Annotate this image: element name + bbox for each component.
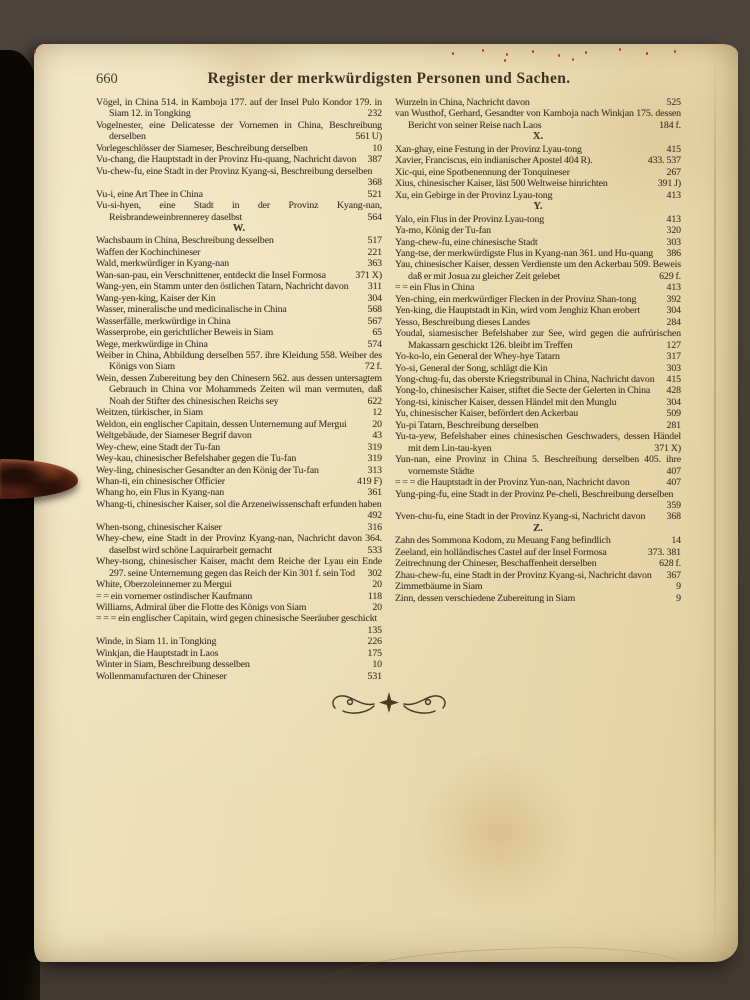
entry-text: Xic-qui, eine Spotbenennung der Tonquineser bbox=[395, 166, 570, 178]
index-entry bbox=[96, 522, 382, 533]
entry-page-ref: 371 X) bbox=[355, 269, 382, 281]
entry-page-ref: 302 bbox=[367, 567, 382, 579]
entry-page-ref: 517 bbox=[367, 235, 382, 247]
entry-text: Vogelnester, eine Delicatesse der Vornemen in China, Beschreibung derselben bbox=[96, 119, 382, 143]
entry-page-ref: 10 bbox=[372, 659, 382, 671]
entry-page-ref: 564 bbox=[367, 211, 382, 223]
index-entry bbox=[96, 189, 382, 200]
entry-text: Whan-ti, ein chinesischer Officier bbox=[96, 476, 225, 487]
entry-page-ref: 303 bbox=[666, 362, 681, 374]
entry-text: When-tsong, chinesischer Kaiser bbox=[96, 521, 222, 533]
entry-text: Wan-san-pau, ein Verschnittener, entdeckt die Insel Formosa bbox=[96, 269, 326, 281]
entry-page-ref: 567 bbox=[367, 315, 382, 327]
entry-text: Whang ho, ein Flus in Kyang-nan bbox=[96, 487, 225, 499]
entry-text: Wein, dessen Zubereitung bey den Chinesern 562. aus dessen untersagtem Gebrauch in China vor Mohammeds Zeiten wil man vermuten, daß Noah der Stifter des chinesischen Reichs sey bbox=[96, 372, 382, 407]
index-entry bbox=[96, 556, 382, 579]
index-entry bbox=[96, 97, 382, 120]
index-entry bbox=[395, 385, 681, 396]
entry-page-ref: 386 bbox=[666, 247, 681, 259]
entry-text: Yau, chinesischer Kaiser, dessen Verdienste um den Ackerbau 509. Beweis daß er mit Josua zu gleicher Zeit gelebet bbox=[395, 259, 681, 282]
entry-page-ref: 391 J) bbox=[657, 178, 681, 190]
index-entry bbox=[395, 374, 681, 385]
index-entry bbox=[395, 558, 681, 569]
index-entry bbox=[96, 304, 382, 315]
entry-page-ref: 629 f. bbox=[659, 270, 681, 282]
entry-text: Xan-ghay, eine Festung in der Provinz Lyau-tong bbox=[395, 143, 582, 155]
entry-page-ref: 9 bbox=[676, 581, 681, 593]
entry-page-ref: 221 bbox=[367, 246, 382, 258]
index-entry bbox=[96, 293, 382, 304]
index-entry bbox=[96, 476, 382, 487]
entry-text: Xavier, Franciscus, ein indianischer Apostel 404 R). bbox=[395, 155, 593, 167]
index-entry bbox=[395, 144, 681, 155]
entry-page-ref: 65 bbox=[372, 327, 382, 339]
entry-page-ref: 574 bbox=[367, 338, 382, 350]
entry-page-ref: 304 bbox=[367, 292, 382, 304]
entry-text: Yen-ching, ein merkwürdiger Flecken in der Provinz Shan-tong bbox=[395, 293, 637, 305]
section-heading: Y. bbox=[533, 201, 543, 213]
entry-page-ref: 20 bbox=[372, 579, 382, 591]
entry-text: Whey-tsong, chinesischer Kaiser, macht dem Reiche der Lyau ein Ende 297. seine Unternemung gegen das Reich der Kin 301 f. sein Tod bbox=[96, 556, 382, 579]
entry-text: Zahn des Sommona Kodom, zu Meuang Fang befindlich bbox=[395, 535, 611, 547]
entry-text: Weitzen, türkischer, in Siam bbox=[96, 407, 203, 419]
entry-text: Ya-mo, König der Tu-fan bbox=[395, 225, 491, 237]
index-entry bbox=[395, 294, 681, 305]
index-entry bbox=[395, 593, 681, 604]
entry-text: Vögel, in China 514. in Kamboja 177. auf der Insel Pulo Kondor 179. in Siam 12. in Tongking bbox=[96, 97, 382, 120]
index-entry bbox=[96, 533, 382, 556]
index-entry bbox=[96, 316, 382, 327]
entry-page-ref: 368 bbox=[367, 177, 382, 189]
index-entry bbox=[395, 317, 681, 328]
entry-page-ref: 20 bbox=[372, 418, 382, 430]
entry-text: Waffen der Kochinchineser bbox=[96, 246, 201, 258]
entry-text: Yalo, ein Flus in der Provinz Lyau-tong bbox=[395, 213, 545, 225]
entry-page-ref: 232 bbox=[367, 108, 382, 120]
index-entry bbox=[395, 397, 681, 408]
entry-page-ref: 413 bbox=[666, 213, 681, 225]
entry-page-ref: 392 bbox=[666, 293, 681, 305]
index-entry bbox=[395, 431, 681, 454]
entry-page-ref: 561 U) bbox=[355, 131, 382, 143]
entry-page-ref: 175 bbox=[367, 647, 382, 659]
entry-text: Yo-si, General der Song, schlägt die Kin bbox=[395, 362, 548, 374]
entry-page-ref: 319 bbox=[367, 453, 382, 465]
entry-page-ref: 361 bbox=[367, 487, 382, 499]
entry-text: Wey-kau, chinesischer Befelshaber gegen die Tu-fan bbox=[96, 453, 297, 465]
column-left bbox=[96, 97, 382, 682]
entry-text: Wang-yen-king, Kaiser der Kin bbox=[96, 292, 216, 304]
index-entry bbox=[395, 108, 681, 131]
index-entry bbox=[395, 408, 681, 419]
entry-page-ref: 311 bbox=[367, 281, 382, 293]
entry-page-ref: 135 bbox=[367, 624, 382, 636]
entry-page-ref: 533 bbox=[367, 544, 382, 556]
index-entry bbox=[96, 659, 382, 670]
index-entry bbox=[96, 327, 382, 338]
entry-text: Yen-king, die Hauptstadt in Kin, wird vom Jenghiz Khan erobert bbox=[395, 305, 640, 317]
index-entry bbox=[395, 305, 681, 316]
entry-page-ref: 525 bbox=[666, 97, 681, 108]
index-entry bbox=[96, 373, 382, 407]
entry-text: van Wusthof, Gerhard, Gesandter von Kamboja nach Winkjan 175. dessen Bericht von seiner Reise nach Laos bbox=[395, 108, 681, 131]
entry-page-ref: 622 bbox=[367, 395, 382, 407]
index-entry bbox=[96, 247, 382, 258]
index-entry bbox=[96, 430, 382, 441]
entry-page-ref: 428 bbox=[666, 385, 681, 397]
entry-page-ref: 281 bbox=[666, 419, 681, 431]
entry-page-ref: 419 F) bbox=[357, 476, 382, 487]
entry-page-ref: 72 f. bbox=[364, 361, 382, 373]
entry-page-ref: 367 bbox=[666, 569, 681, 581]
entry-page-ref: 317 bbox=[666, 351, 681, 363]
entry-text: Yu-ta-yew, Befelshaber eines chinesischen Geschwaders, dessen Händel mit dem Lin-tau-kyen bbox=[395, 431, 681, 454]
index-entry bbox=[395, 214, 681, 225]
entry-page-ref: 492 bbox=[367, 510, 382, 522]
index-entry bbox=[395, 328, 681, 351]
entry-page-ref: 303 bbox=[666, 236, 681, 248]
section-heading: W. bbox=[232, 222, 246, 234]
index-entry bbox=[96, 636, 382, 647]
entry-page-ref: 226 bbox=[367, 636, 382, 648]
entry-text: Vu-chew-fu, eine Stadt in der Provinz Kyang-si, Beschreibung derselben bbox=[96, 165, 373, 177]
entry-text: Wey-chew, eine Stadt der Tu-fan bbox=[96, 441, 221, 453]
printer-ornament bbox=[96, 689, 682, 724]
entry-page-ref: 413 bbox=[666, 189, 681, 201]
entry-page-ref: 9 bbox=[676, 592, 681, 604]
entry-text: Wurzeln in China, Nachricht davon bbox=[395, 97, 530, 108]
entry-text: Yang-chew-fu, eine chinesische Stadt bbox=[395, 236, 538, 248]
entry-text: Wege, merkwürdige in China bbox=[96, 338, 208, 350]
entry-text: Wachsbaum in China, Beschreibung desselben bbox=[96, 235, 274, 247]
entry-text: Weldon, ein englischer Capitain, dessen Unternemung auf Mergui bbox=[96, 418, 347, 430]
entry-text: Yven-chu-fu, eine Stadt in der Provinz Kyang-si, Nachricht davon bbox=[395, 511, 646, 523]
entry-text: Yo-ko-lo, ein General der Whey-hye Tatarn bbox=[395, 351, 560, 363]
entry-page-ref: 320 bbox=[666, 225, 681, 237]
entry-page-ref: 10 bbox=[372, 142, 382, 154]
page-number: 660 bbox=[96, 71, 118, 87]
entry-text: Xu, ein Gebirge in der Provinz Lyau-tong bbox=[395, 189, 553, 201]
book-page bbox=[34, 44, 738, 962]
flourish-icon bbox=[323, 689, 455, 719]
index-entry bbox=[96, 465, 382, 476]
entry-page-ref: 415 bbox=[666, 373, 681, 385]
entry-page-ref: 568 bbox=[367, 304, 382, 316]
entry-text: Yong-chug-fu, das oberste Kriegstribunal in China, Nachricht davon bbox=[395, 373, 655, 385]
entry-page-ref: 371 X) bbox=[654, 442, 681, 454]
entry-page-ref: 304 bbox=[666, 396, 681, 408]
entry-page-ref: 509 bbox=[666, 408, 681, 420]
index-entry bbox=[96, 350, 382, 373]
entry-text: Yong-lo, chinesischer Kaiser, stiftet die Secte der Gelerten in China bbox=[395, 385, 651, 397]
entry-text: Zhau-chew-fu, eine Stadt in der Provinz Kyang-si, Nachricht davon bbox=[395, 569, 652, 581]
entry-text: Youdal, siamesischer Befelshaber zur See, wird gegen die aufrürischen Makassarn geschickt 126. bleibt im Treffen bbox=[395, 328, 681, 351]
entry-page-ref: 14 bbox=[671, 535, 681, 547]
entry-text: Winkjan, die Hauptstadt in Laos bbox=[96, 647, 219, 659]
index-entry bbox=[96, 143, 382, 154]
entry-text: Wollenmanufacturen der Chineser bbox=[96, 670, 227, 682]
entry-page-ref: 628 f. bbox=[659, 558, 681, 570]
index-entry bbox=[395, 420, 681, 431]
section-heading: X. bbox=[532, 131, 544, 143]
index-entry bbox=[96, 200, 382, 223]
index-entry bbox=[395, 351, 681, 362]
index-entry bbox=[395, 248, 681, 259]
index-entry bbox=[96, 235, 382, 246]
index-entry bbox=[96, 281, 382, 292]
entry-page-ref: 184 f. bbox=[659, 119, 681, 131]
index-entry bbox=[395, 237, 681, 248]
entry-text: Yun-nan, eine Provinz in China 5. Beschreibung derselben 405. ihre vornemste Städte bbox=[395, 454, 681, 477]
entry-text: Wey-ling, chinesischer Gesandter an den König der Tu-fan bbox=[96, 464, 319, 476]
index-entry bbox=[395, 97, 681, 108]
entry-page-ref: 43 bbox=[372, 430, 382, 442]
entry-text: Weiber in China, Abbildung derselben 557. ihre Kleidung 558. Weiber des Königs von Siam bbox=[96, 350, 382, 373]
entry-text: Yang-tse, der merkwürdigste Flus in Kyang-nan 361. und Hu-quang bbox=[395, 247, 654, 259]
entry-page-ref: 531 bbox=[367, 670, 382, 682]
entry-text: Whang-ti, chinesischer Kaiser, sol die Arzeneiwissenschaft erfunden haben bbox=[96, 498, 382, 510]
index-entry bbox=[96, 407, 382, 418]
index-entry bbox=[96, 270, 382, 281]
entry-text: Vorlegeschlösser der Siameser, Beschreibung derselben bbox=[96, 142, 308, 154]
index-entry bbox=[96, 499, 382, 522]
index-entry bbox=[96, 602, 382, 613]
entry-text: Yesso, Beschreibung dieses Landes bbox=[395, 316, 530, 328]
entry-page-ref: 304 bbox=[666, 305, 681, 317]
entry-page-ref: 267 bbox=[666, 166, 681, 178]
entry-text: = = = die Hauptstadt in der Provinz Yun-nan, Nachricht davon bbox=[395, 477, 630, 489]
entry-text: = = ein Flus in China bbox=[395, 282, 475, 294]
entry-page-ref: 313 bbox=[367, 464, 382, 476]
column-right bbox=[395, 97, 681, 682]
index-entry bbox=[395, 190, 681, 201]
entry-text: = = ein vornemer ostindischer Kaufmann bbox=[96, 590, 253, 602]
entry-text: Yu-pi Tatarn, Beschreibung derselben bbox=[395, 419, 539, 431]
index-entry bbox=[395, 363, 681, 374]
page-title: Register der merkwürdigsten Personen und Sachen. bbox=[207, 70, 571, 87]
index-entry bbox=[96, 154, 382, 165]
entry-page-ref: 20 bbox=[372, 601, 382, 613]
entry-text: Wasserfälle, merkwürdige in China bbox=[96, 315, 231, 327]
index-entry bbox=[96, 579, 382, 590]
entry-page-ref: 359 bbox=[666, 499, 681, 511]
index-entry bbox=[96, 339, 382, 350]
index-columns bbox=[96, 97, 682, 682]
index-entry bbox=[395, 178, 681, 189]
entry-page-ref: 387 bbox=[367, 154, 382, 166]
entry-text: Wald, merkwürdiger in Kyang-nan bbox=[96, 258, 230, 270]
index-entry bbox=[395, 535, 681, 546]
index-entry bbox=[395, 259, 681, 282]
entry-text: Yung-ping-fu, eine Stadt in der Provinz Pe-cheli, Beschreibung derselben bbox=[395, 488, 674, 500]
section-heading: Z. bbox=[533, 522, 543, 534]
entry-page-ref: 407 bbox=[666, 477, 681, 489]
index-entry bbox=[395, 581, 681, 592]
entry-text: Vu-si-hyen, eine Stadt in der Provinz Kyang-nan, Reisbrandeweinbrennerey daselbst bbox=[96, 200, 382, 223]
entry-text: Wasserprobe, ein gerichtlicher Beweis in Siam bbox=[96, 327, 274, 339]
entry-page-ref: 12 bbox=[372, 407, 382, 419]
index-entry bbox=[96, 419, 382, 430]
entry-page-ref: 413 bbox=[666, 282, 681, 294]
entry-text: Vu-i, eine Art Thee in China bbox=[96, 188, 203, 200]
entry-text: Zeitrechnung der Chineser, Beschaffenheit derselben bbox=[395, 558, 597, 570]
index-entry bbox=[96, 442, 382, 453]
entry-page-ref: 521 bbox=[367, 188, 382, 200]
entry-page-ref: 373. 381 bbox=[647, 546, 681, 558]
index-entry bbox=[96, 120, 382, 143]
entry-page-ref: 316 bbox=[367, 521, 382, 533]
entry-text: Yong-tsi, kinischer Kaiser, dessen Händel mit den Munglu bbox=[395, 396, 617, 408]
entry-page-ref: 284 bbox=[666, 316, 681, 328]
index-entry bbox=[395, 155, 681, 166]
index-entry bbox=[395, 225, 681, 236]
entry-page-ref: 363 bbox=[367, 258, 382, 270]
page-header bbox=[96, 70, 682, 88]
entry-text: Zimmetbäume in Siam bbox=[395, 581, 483, 593]
entry-text: Wang-yen, ein Stamm unter den östlichen Tatarn, Nachricht davon bbox=[96, 281, 349, 293]
index-entry bbox=[395, 489, 681, 512]
entry-page-ref: 433. 537 bbox=[647, 155, 681, 167]
entry-page-ref: 368 bbox=[666, 511, 681, 523]
index-entry bbox=[96, 258, 382, 269]
index-entry bbox=[96, 166, 382, 189]
entry-text: Zeeland, ein holländisches Castel auf der Insel Formosa bbox=[395, 546, 607, 558]
entry-text: Whey-chew, eine Stadt in der Provinz Kyang-nan, Nachricht davon 364. daselbst wird schöne Laquirarbeit gemacht bbox=[96, 533, 382, 556]
index-entry bbox=[395, 477, 681, 488]
index-entry bbox=[96, 613, 382, 636]
entry-page-ref: 118 bbox=[367, 590, 382, 602]
index-entry bbox=[395, 547, 681, 558]
entry-text: White, Oberzoleinnemer zu Mergui bbox=[96, 579, 232, 591]
index-entry bbox=[395, 167, 681, 178]
index-entry bbox=[96, 487, 382, 498]
entry-text: Winde, in Siam 11. in Tongking bbox=[96, 636, 217, 648]
index-entry bbox=[395, 282, 681, 293]
entry-page-ref: 407 bbox=[666, 465, 681, 477]
entry-page-ref: 319 bbox=[367, 441, 382, 453]
index-entry bbox=[395, 511, 681, 522]
page-edge-speckles bbox=[34, 50, 36, 53]
entry-page-ref: 415 bbox=[666, 143, 681, 155]
entry-text: Zinn, dessen verschiedene Zubereitung in Siam bbox=[395, 592, 576, 604]
index-entry bbox=[96, 453, 382, 464]
entry-text: Weltgebäude, der Siameser Begrif davon bbox=[96, 430, 252, 442]
index-entry bbox=[96, 671, 382, 682]
index-entry bbox=[96, 591, 382, 602]
index-entry bbox=[395, 454, 681, 477]
entry-text: = = = ein englischer Capitain, wird gegen chinesische Seeräuber geschickt bbox=[96, 613, 378, 625]
index-entry bbox=[96, 648, 382, 659]
entry-page-ref: 127 bbox=[666, 339, 681, 351]
entry-text: Vu-chang, die Hauptstadt in der Provinz Hu-quang, Nachricht davon bbox=[96, 154, 357, 166]
index-entry bbox=[395, 570, 681, 581]
entry-text: Williams, Admiral über die Flotte des Königs von Siam bbox=[96, 601, 307, 613]
entry-text: Wasser, mineralische und medicinalische in China bbox=[96, 304, 287, 316]
entry-text: Xius, chinesischer Kaiser, läst 500 Weltweise hinrichten bbox=[395, 178, 608, 190]
entry-text: Yu, chinesischer Kaiser, befördert den Ackerbau bbox=[395, 408, 579, 420]
entry-text: Winter in Siam, Beschreibung desselben bbox=[96, 659, 250, 671]
